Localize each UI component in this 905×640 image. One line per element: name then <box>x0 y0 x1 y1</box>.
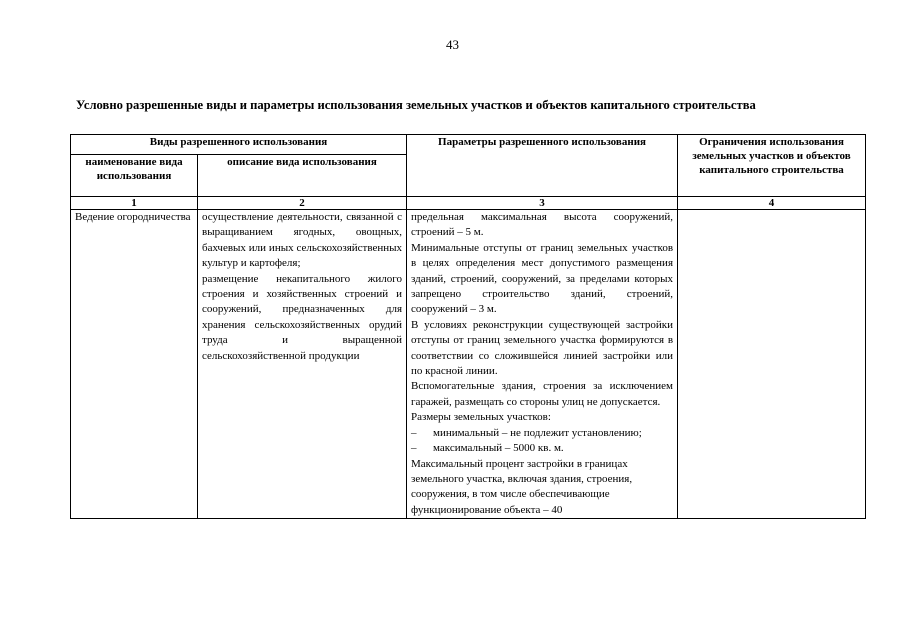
restrictions-cell <box>678 210 866 519</box>
parameter-paragraph: Вспомогательные здания, строения за исключением гаражей, размещать со стороны улиц не допускается. <box>411 380 674 408</box>
parameter-paragraph: В условиях реконструкции существующей застройки отступы от границ земельного участка формируются в соответствии со сложившейся линией застройки или по красной линии. <box>411 318 674 378</box>
column-number-2: 2 <box>198 197 407 210</box>
usage-name-cell <box>71 210 198 519</box>
parameter-paragraph: Размеры земельных участков: <box>411 411 551 424</box>
header-restrictions: Ограничения использования земельных участков и объектов капитального строительства <box>678 135 866 197</box>
header-usage-types: Виды разрешенного использования <box>71 135 407 155</box>
usage-name: Ведение огородничества <box>75 211 191 223</box>
land-use-table <box>70 134 866 519</box>
parameter-paragraph: Минимальные отступы от границ земельных участков в целях определения мест допустимого размещения зданий, строений, сооружений, за пределами которых запрещено строительство зданий, строений, сооружений – 3 м. <box>411 241 674 316</box>
header-usage-name: наименование вида использования <box>71 155 198 197</box>
parameters-cell <box>407 210 678 519</box>
table-row <box>71 210 866 519</box>
parameter-paragraph: предельная максимальная высота сооружений, строений – 5 м. <box>411 211 674 239</box>
usage-description-cell <box>198 210 407 519</box>
list-item <box>411 426 673 441</box>
parameter-paragraph: Максимальный процент застройки в границах земельного участка, включая здания, строения, сооружения, в том числе обеспечивающие функционирование объекта – 40 <box>411 457 633 516</box>
list-item-text: максимальный – 5000 кв. м. <box>433 442 564 455</box>
usage-description-line: осуществление деятельности, связанной с выращиванием ягодных, овощных, бахчевых или иных сельскохозяйственных культур и картофеля; <box>202 211 403 270</box>
header-usage-description: описание вида использования <box>198 155 407 197</box>
column-number-3: 3 <box>407 197 678 210</box>
list-dash: – <box>411 442 417 455</box>
section-heading: Условно разрешенные виды и параметры использования земельных участков и объектов капитального строительства <box>76 98 756 112</box>
page-number: 43 <box>446 37 459 52</box>
header-parameters: Параметры разрешенного использования <box>407 135 678 197</box>
list-item <box>411 441 673 456</box>
list-item-text: минимальный – не подлежит установлению; <box>433 426 642 439</box>
column-number-4: 4 <box>678 197 866 210</box>
usage-description-line: размещение некапитального жилого строения и хозяйственных строений и сооружений, предназначенных для хранения сельскохозяйственных орудий труда и выращенной сельскохозяйственной продукции <box>202 272 403 362</box>
list-dash: – <box>411 426 417 439</box>
column-number-1: 1 <box>71 197 198 210</box>
